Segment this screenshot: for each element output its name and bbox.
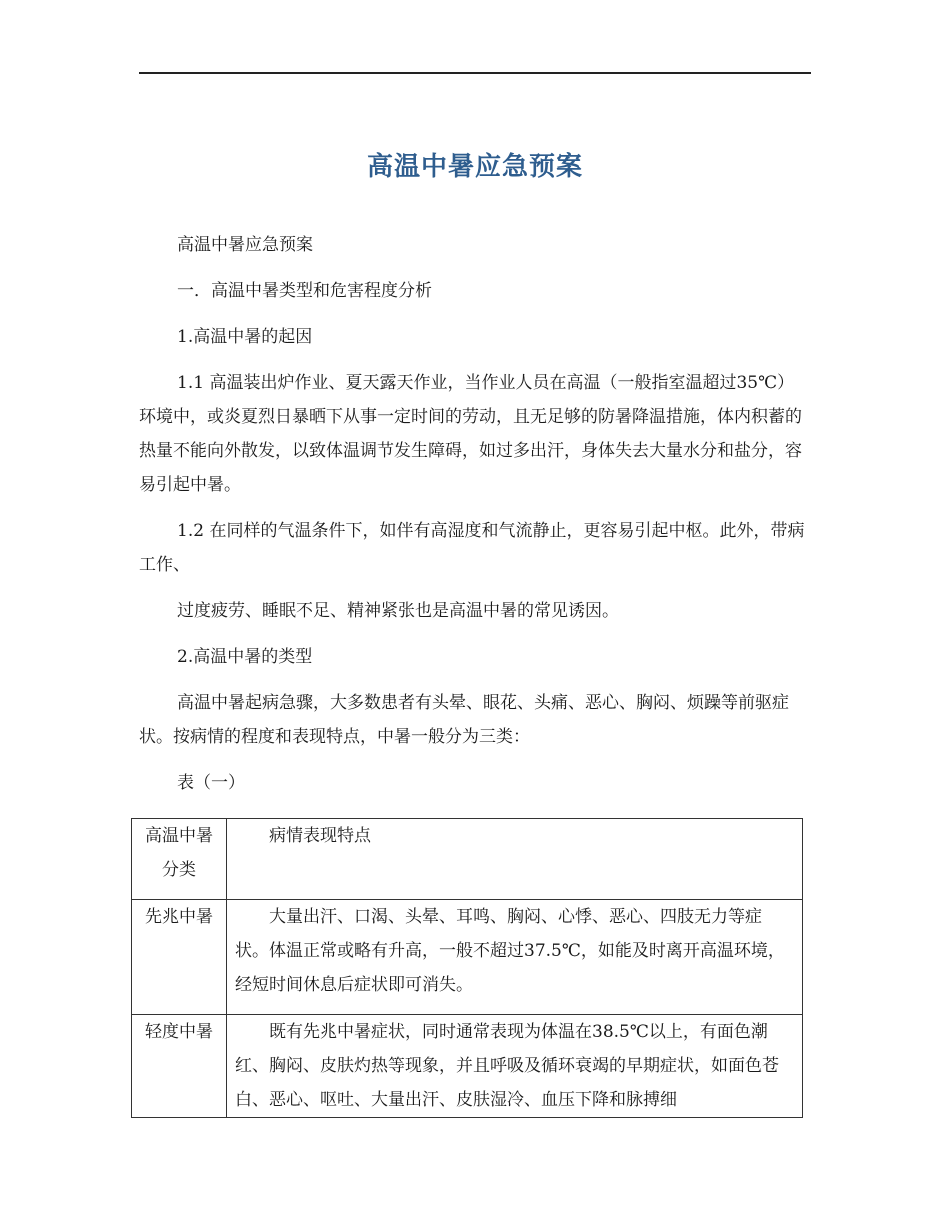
heatstroke-table xyxy=(131,818,803,1118)
paragraph-1-2-cont: 过度疲劳、睡眠不足、精神紧张也是高温中暑的常见诱因。 xyxy=(177,601,619,621)
document-body xyxy=(139,228,811,800)
paragraph-1-1: 1.1 高温装出炉作业、夏天露天作业，当作业人员在高温（一般指室温超过35℃）环境中，或炎夏烈日暴晒下从事一定时间的劳动，且无足够的防暑降温措施，体内积蓄的热量不能向外散发，以致体温调节发生障碍，如过多出汗，身体失去大量水分和盐分，容易引起中暑。 xyxy=(139,373,802,495)
table-header-category: 高温中暑分类 xyxy=(132,819,227,900)
paragraph-1-2: 1.2 在同样的气温条件下，如伴有高湿度和气流静止，更容易引起中枢。此外，带病工作、 xyxy=(139,521,805,575)
subsection-heading-2: 2.高温中暑的类型 xyxy=(177,647,313,667)
document-title: 高温中暑应急预案 xyxy=(366,152,583,182)
table-cell-category: 先兆中暑 xyxy=(132,900,227,1015)
subsection-heading-1: 1.高温中暑的起因 xyxy=(177,327,313,347)
paragraph-2: 高温中暑起病急骤，大多数患者有头晕、眼花、头痛、恶心、胸闷、烦躁等前驱症状。按病情的程度和表现特点，中暑一般分为三类： xyxy=(139,693,789,747)
header-rule xyxy=(139,72,811,74)
table-cell-description: 既有先兆中暑症状，同时通常表现为体温在38.5℃以上，有面色潮红、胸闷、皮肤灼热等现象，并且呼吸及循环衰竭的早期症状，如面色苍白、恶心、呕吐、大量出汗、皮肤湿冷、血压下降和脉搏细 xyxy=(227,1015,803,1118)
section-heading-1: 一．高温中暑类型和危害程度分析 xyxy=(177,281,432,301)
table-row xyxy=(132,1015,803,1118)
table-caption: 表（一） xyxy=(177,773,245,793)
table-cell-description: 大量出汗、口渴、头晕、耳鸣、胸闷、心悸、恶心、四肢无力等症状。体温正常或略有升高，一般不超过37.5℃，如能及时离开高温环境，经短时间休息后症状即可消失。 xyxy=(227,900,803,1015)
paragraph-heading: 高温中暑应急预案 xyxy=(177,235,313,255)
table-row xyxy=(132,900,803,1015)
table-header-description: 病情表现特点 xyxy=(227,819,803,900)
table-cell-category: 轻度中暑 xyxy=(132,1015,227,1118)
table-header-row xyxy=(132,819,803,900)
